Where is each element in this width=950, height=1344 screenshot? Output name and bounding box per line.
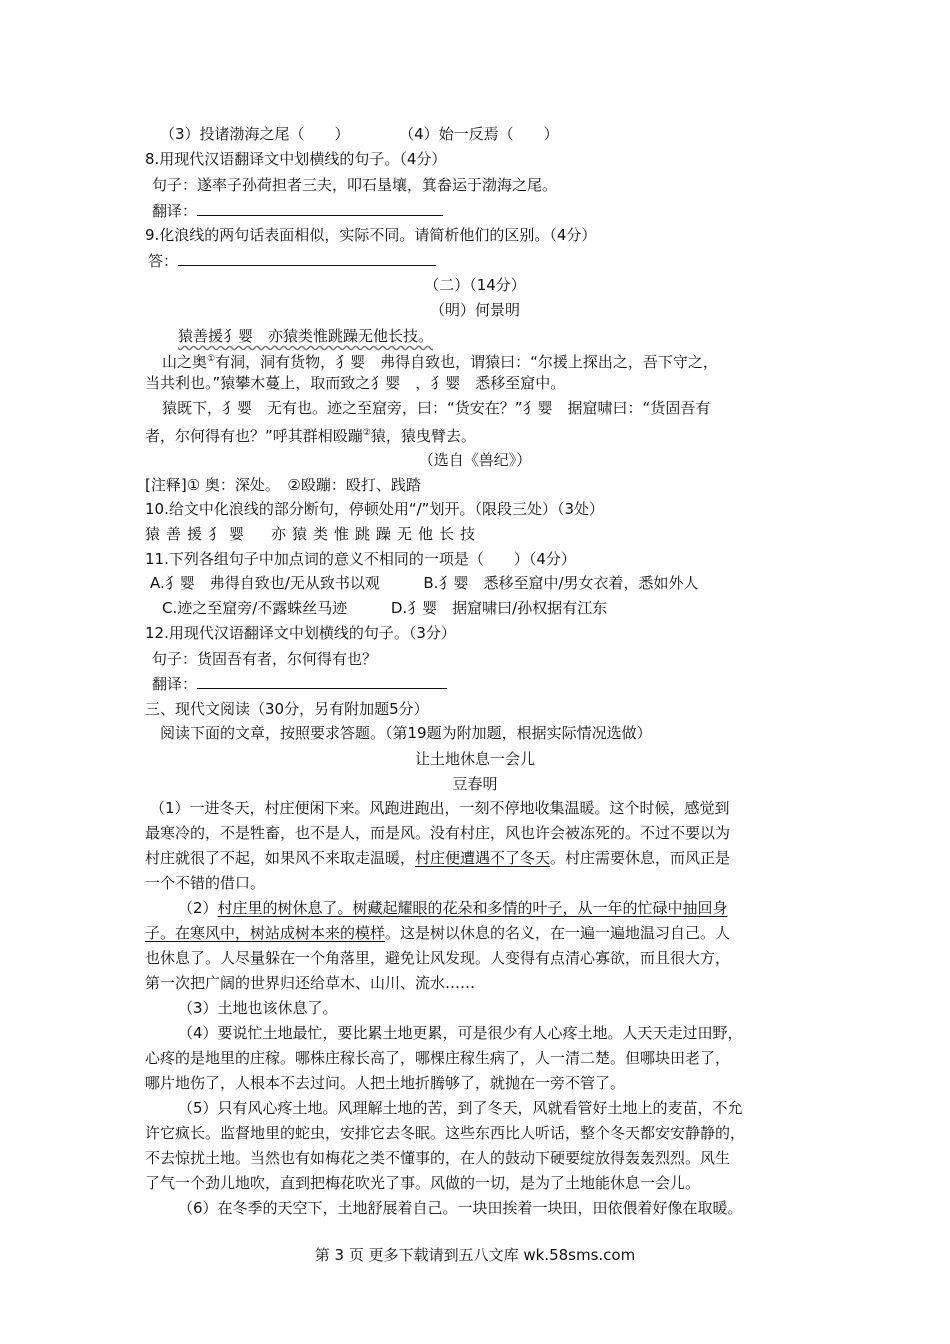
part2-p2: 猿既下，犭婴 无有也。迹之至窟旁，曰：“货安在？”犭婴 据窟啸曰：“货固吾有 <box>162 399 711 417</box>
q12-title: 12.用现代汉语翻译文中划横线的句子。（3分） <box>145 624 456 642</box>
para3: （3）土地也该休息了。 <box>178 999 338 1017</box>
q8-answer: 翻译： <box>152 200 443 222</box>
para4-line2: 心疼的是地里的庄稼。哪株庄稼长高了，哪棵庄稼生病了，人一清二楚。但哪块田老了， <box>145 1049 731 1067</box>
part3-heading: 三、现代文阅读（30分，另有附加题5分） <box>145 700 429 718</box>
q11-cd <box>162 597 607 619</box>
part2-author: （明）何景明 <box>429 301 520 319</box>
part2-source: （选自《兽纪》） <box>418 451 532 469</box>
q11-option-b: B.犭婴 悉移至窟中/男女衣着，悉如外人 <box>423 574 699 592</box>
q7-items <box>160 123 559 145</box>
part3-instruction: 阅读下面的文章，按照要求答题。（第19题为附加题，根据实际情况选做） <box>160 724 652 742</box>
q7-item3: （3）投诸渤海之尾（ ） <box>160 125 350 143</box>
para1-line3: 村庄就很了不起，如果风不来取走温暖，村庄便遭遇不了冬天。村庄需要休息，而风正是 <box>145 849 731 867</box>
para1-line4: 一个不错的借口。 <box>145 874 266 892</box>
para5-line1: （5）只有风心疼土地。风理解土地的苦，到了冬天，风就看管好土地上的麦苗，不允 <box>178 1099 743 1117</box>
para6-line1: （6）在冬季的天空下，土地舒展着自己。一块田挨着一块田，田依偎着好像在取暖。 <box>178 1199 743 1217</box>
para2-line1: （2）村庄里的树休息了。树藏起耀眼的花朵和多情的叶子，从一年的忙碌中抽回身 <box>178 899 728 917</box>
q8-sentence: 句子：遂率子孙荷担者三夫，叩石垦壤，箕畚运于渤海之尾。 <box>152 176 558 194</box>
para4-line3: 哪片地伤了，人根本不去过问。人把土地折腾够了，就抛在一旁不管了。 <box>145 1074 626 1092</box>
q11-option-d: D.犭婴 据窟啸曰/孙权据有江东 <box>390 599 608 617</box>
q8-title: 8.用现代汉语翻译文中划横线的句子。（4分） <box>145 150 447 168</box>
q8-answer-blank[interactable] <box>197 201 443 216</box>
q10-text: 猿善援犭婴 亦猿类惟跳躁无他长技 <box>145 525 482 543</box>
part2-p1: 山之奥①有洞，洞有货物，犭婴 弗得自致也，谓猿曰：“尔援上探出之，吾下守之， <box>162 353 718 371</box>
page-footer: 第 3 页 更多下载请到五八文库 wk.58sms.com <box>314 1246 636 1264</box>
q12-sentence: 句子：货固吾有者，尔何得有也？ <box>152 650 378 668</box>
para2-line4: 第一次把广阔的世界归还给草木、山川、流水…… <box>145 974 476 992</box>
para1-line1: （1）一进冬天，村庄便闲下来。风跑进跑出，一刻不停地收集温暖。这个时候，感觉到 <box>150 799 730 817</box>
para4-line1: （4）要说忙土地最忙，要比累土地更累，可是很少有人心疼土地。人天天走过田野， <box>178 1024 743 1042</box>
q11-ab <box>150 572 699 594</box>
para5-line3: 不去惊扰土地。当然也有如梅花之类不懂事的，在人的鼓动下硬要绽放得轰轰烈烈。风生 <box>145 1149 731 1167</box>
q12-answer: 翻译： <box>152 673 447 695</box>
para1-line2: 最寒冷的，不是牲畜，也不是人，而是风。没有村庄，风也许会被冻死的。不过不要以为 <box>145 824 731 842</box>
part2-p1b: 当共利也。”猿攀木蔓上，取而致之犭婴 ，犭婴 悉移至窟中。 <box>145 374 566 392</box>
q11-title: 11.下列各组句子中加点词的意义不相同的一项是（ ）（4分） <box>145 550 576 568</box>
q9-answer: 答： <box>148 250 436 272</box>
q11-option-c: C.迹之至窟旁/不露蛛丝马迹 <box>162 599 348 617</box>
para5-line4: 了气一个劲儿地吹，直到把梅花吹光了事。风做的一切，是为了土地能休息一会儿。 <box>145 1174 701 1192</box>
q7-item4: （4）始一反焉（ ） <box>399 125 559 143</box>
q9-answer-blank[interactable] <box>178 251 436 266</box>
part2-p2b: 者，尔何得有也？”呼其群相殴蹦②猿，猿曳臂去。 <box>145 427 476 445</box>
part2-notes: [注释]① 奥：深处。 ②殴蹦：殴打、践踏 <box>145 476 421 494</box>
part2-wavy-line: 猿善援犭婴 亦猿类惟跳躁无他长技。 <box>178 327 434 345</box>
q9-title: 9.化浪线的两句话表面相似，实际不同。请简析他们的区别。（4分） <box>145 226 597 244</box>
para2-line2: 子。在寒风中，树站成树本来的模样。这是树以休息的名义，在一遍一遍地温习自己。人 <box>145 924 731 942</box>
q11-option-a: A.犭婴 弗得自致也/无从致书以观 <box>150 574 380 592</box>
q12-answer-blank[interactable] <box>197 674 447 689</box>
article-author: 豆春明 <box>452 775 498 793</box>
para5-line2: 许它疯长。监督地里的蛇虫，安排它去冬眠。这些东西比人听话，整个冬天都安安静静的， <box>145 1124 746 1142</box>
part2-heading: （二）（14分） <box>424 276 526 294</box>
q10-title: 10.给文中化浪线的部分断句，停顿处用“/”划开。（限段三处）（3处） <box>145 500 604 518</box>
article-title: 让土地休息一会儿 <box>414 750 535 768</box>
para2-line3: 也休息了。人尽量躲在一个角落里，避免让风发现。人变得有点清心寡欲，而且很大方， <box>145 949 731 967</box>
